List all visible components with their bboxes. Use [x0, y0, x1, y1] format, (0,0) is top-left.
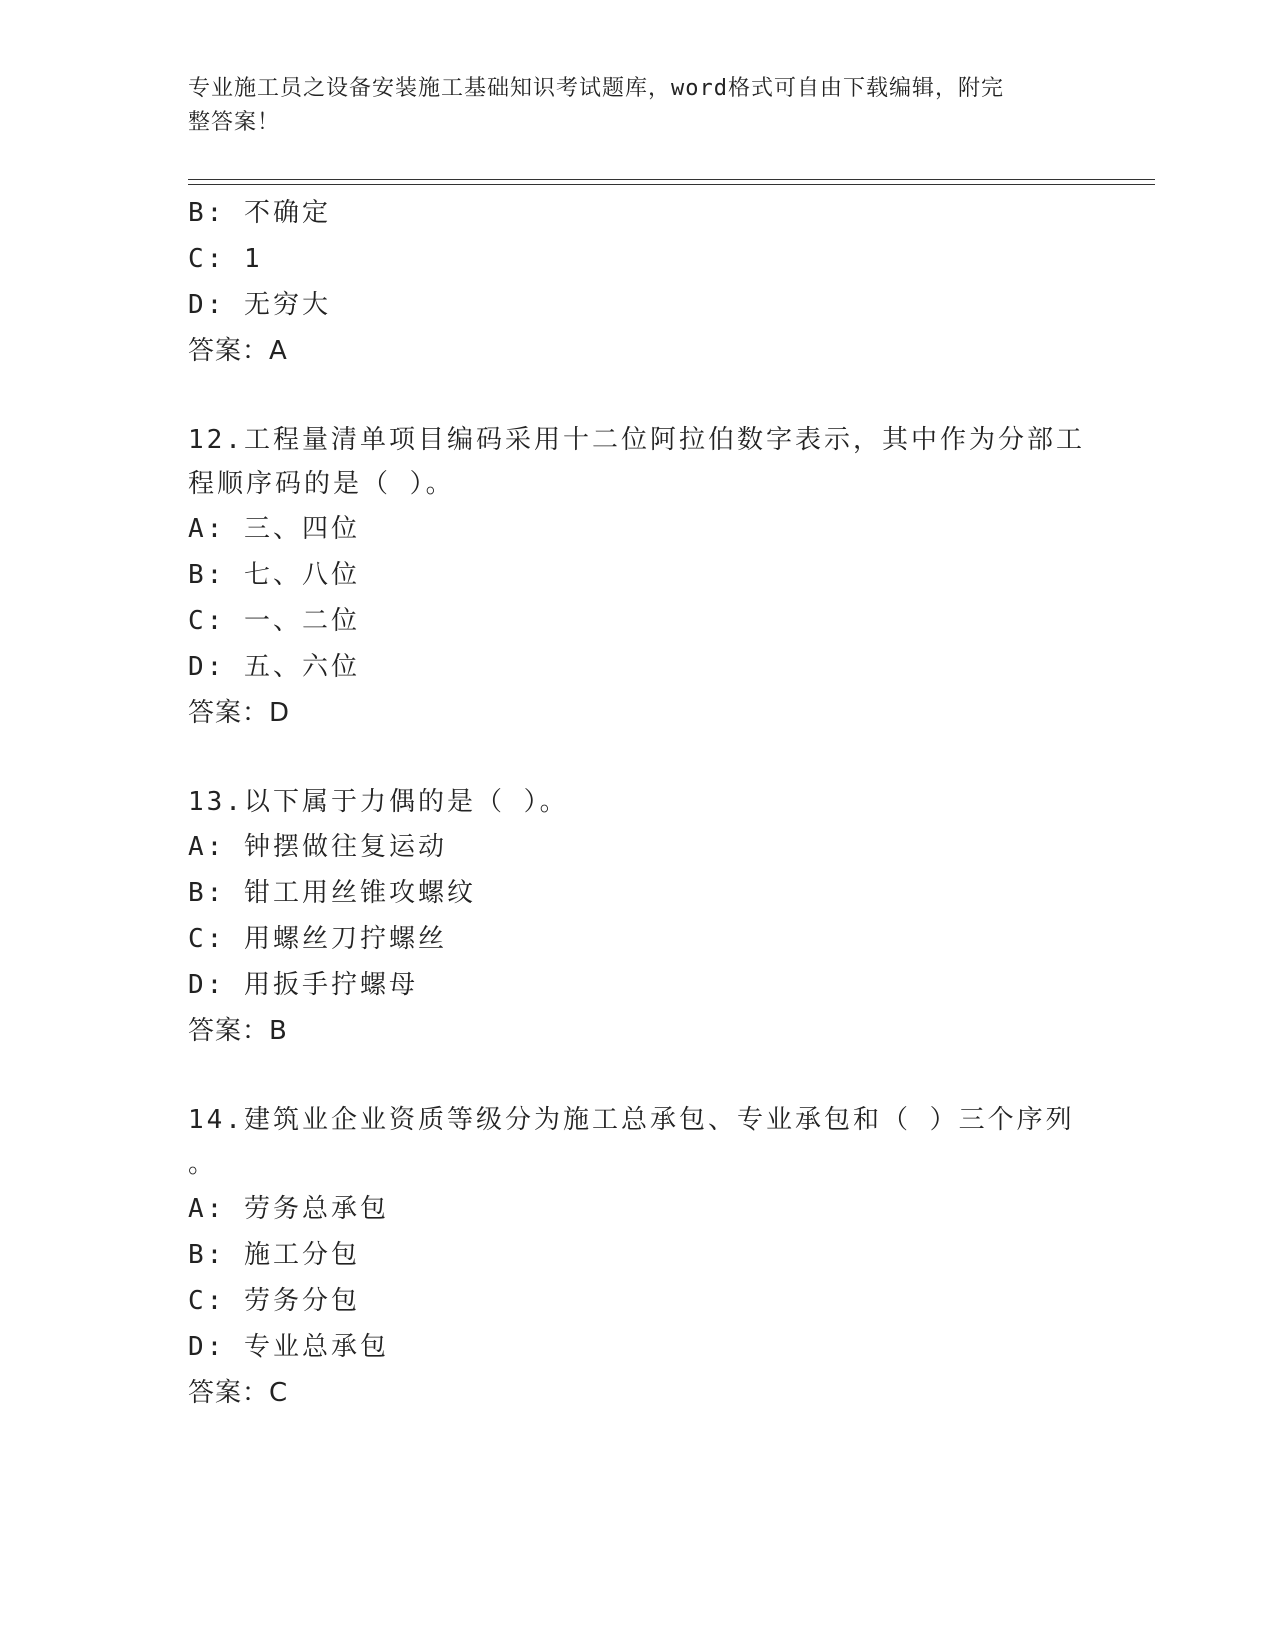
- question-text-line-2: 程顺序码的是（ ）。: [188, 469, 455, 499]
- question-12: [188, 418, 1088, 736]
- option-b: B: 钳工用丝锥攻螺纹: [188, 878, 476, 908]
- question-14: [188, 1098, 1088, 1416]
- question-text-line-2: 。: [188, 1149, 218, 1179]
- answer: 答案：D: [188, 698, 291, 728]
- option-a: A: 三、四位: [188, 514, 360, 544]
- header-line-1: 专业施工员之设备安装施工基础知识考试题库，word格式可自由下载编辑，附完: [188, 76, 1004, 101]
- header-rule-bottom: [188, 184, 1155, 185]
- question-text-line-1: 12.工程量清单项目编码采用十二位阿拉伯数字表示，其中作为分部工: [188, 425, 1085, 455]
- option-a: A: 劳务总承包: [188, 1194, 389, 1224]
- option-c: C: 1: [188, 244, 263, 274]
- option-d: D: 专业总承包: [188, 1332, 389, 1362]
- option-c: C: 用螺丝刀拧螺丝: [188, 924, 447, 954]
- option-c: C: 一、二位: [188, 606, 360, 636]
- question-13: [188, 780, 1088, 1054]
- option-b: B: 不确定: [188, 198, 331, 228]
- question-list: [188, 190, 1088, 1416]
- option-c: C: 劳务分包: [188, 1286, 360, 1316]
- question-11: [188, 190, 1088, 374]
- option-d: D: 用扳手拧螺母: [188, 970, 418, 1000]
- answer: 答案：A: [188, 336, 288, 366]
- header-rule-top: [188, 179, 1155, 180]
- document-header: [188, 72, 1088, 140]
- header-line-2: 整答案！: [188, 110, 281, 135]
- option-d: D: 五、六位: [188, 652, 360, 682]
- option-b: B: 七、八位: [188, 560, 360, 590]
- question-text-line-1: 13.以下属于力偶的是（ ）。: [188, 787, 569, 817]
- question-text-line-1: 14.建筑业企业资质等级分为施工总承包、专业承包和（ ）三个序列: [188, 1105, 1075, 1135]
- answer: 答案：C: [188, 1378, 289, 1408]
- option-d: D: 无穷大: [188, 290, 331, 320]
- option-a: A: 钟摆做往复运动: [188, 832, 447, 862]
- option-b: B: 施工分包: [188, 1240, 360, 1270]
- answer: 答案：B: [188, 1016, 288, 1046]
